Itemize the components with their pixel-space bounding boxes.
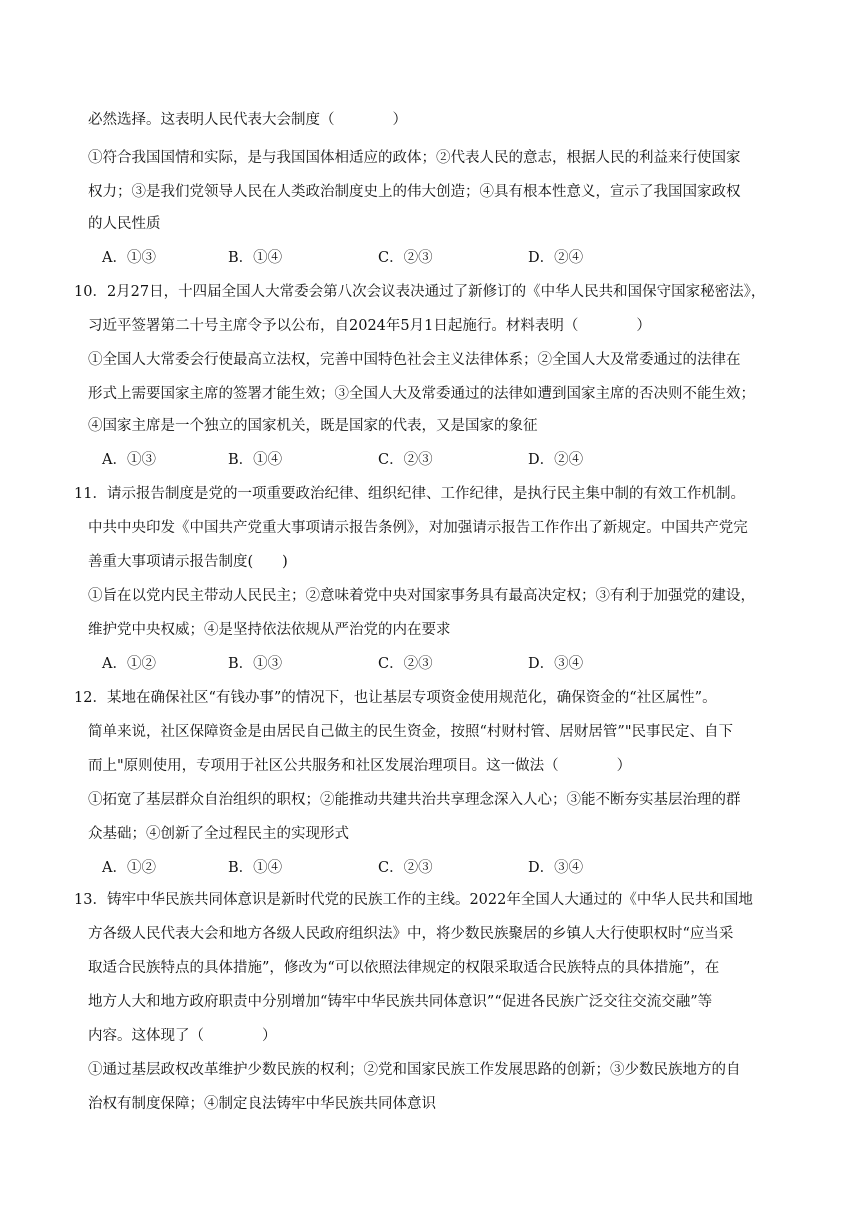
- statement-line: ①全国人大常委会行使最高立法权，完善中国特色社会主义法律体系；②全国人大及常委通过的法律在: [88, 352, 741, 368]
- option-c: C．②③: [378, 860, 433, 876]
- statement-line: 的人民性质: [88, 216, 161, 232]
- statement-line: ①旨在以党内民主带动人民民主；②意味着党中央对国家事务具有最高决定权；③有利于加强党的建设，: [88, 588, 755, 604]
- question-stem-line: 11．请示报告制度是党的一项重要政治纪律、组织纪律、工作纪律，是执行民主集中制的有效工作机制。: [74, 486, 745, 502]
- option-d: D．②④: [528, 250, 584, 266]
- option-d: D．③④: [528, 656, 584, 672]
- option-a: A．①③: [102, 250, 156, 266]
- statement-line: 权力；③是我们党领导人民在人类政治制度史上的伟大创造；④具有根本性意义，宣示了我国国家政权: [88, 184, 741, 200]
- question-stem-line: 而上"原则使用，专项用于社区公共服务和社区发展治理项目。这一做法（ ）: [88, 758, 632, 774]
- question-stem-line: 方各级人民代表大会和地方各级人民政府组织法》中，将少数民族聚居的乡镇人大行使职权时“应当采: [88, 926, 734, 942]
- statement-line: ①符合我国国情和实际，是与我国国体相适应的政体；②代表人民的意志，根据人民的利益来行使国家: [88, 150, 741, 166]
- question-stem-line: 简单来说，社区保障资金是由居民自己做主的民生资金，按照“村财村管、居财居管”"民事民定、自下: [88, 724, 733, 740]
- option-c: C．②③: [378, 656, 433, 672]
- option-d: D．②④: [528, 452, 584, 468]
- option-a: A．①②: [102, 656, 156, 672]
- question-stem-line: 取适合民族特点的具体措施”，修改为“可以依照法律规定的权限采取适合民族特点的具体措施”，在: [88, 960, 720, 976]
- option-b: B．①④: [228, 452, 283, 468]
- question-stem-line: 善重大事项请示报告制度( ): [88, 554, 288, 570]
- statement-line: ④国家主席是一个独立的国家机关，既是国家的代表，又是国家的象征: [88, 418, 538, 434]
- question-stem-line: 内容。这体现了（ ）: [88, 1028, 277, 1044]
- option-a: A．①③: [102, 452, 156, 468]
- option-b: B．①③: [228, 656, 283, 672]
- option-c: C．②③: [378, 250, 433, 266]
- question-stem-line: 必然选择。这表明人民代表大会制度（ ）: [88, 112, 407, 128]
- question-stem-line: 中共中央印发《中国共产党重大事项请示报告条例》，对加强请示报告工作作出了新规定。中国共产党完: [88, 520, 748, 536]
- statement-line: ①通过基层政权改革维护少数民族的权利；②党和国家民族工作发展思路的创新；③少数民族地方的自: [88, 1062, 741, 1078]
- statement-line: 形式上需要国家主席的签署才能生效；③全国人大及常委通过的法律如遭到国家主席的否决则不能生效；: [88, 386, 755, 402]
- question-stem-line: 13．铸牢中华民族共同体意识是新时代党的民族工作的主线。2022年全国人大通过的《中华人民共和国地: [74, 892, 753, 908]
- statement-line: 治权有制度保障；④制定良法铸牢中华民族共同体意识: [88, 1096, 436, 1112]
- question-stem-line: 习近平签署第二十号主席令予以公布，自2024年5月1日起施行。材料表明（ ）: [88, 318, 651, 334]
- statement-line: 众基础；④创新了全过程民主的实现形式: [88, 826, 349, 842]
- question-stem-line: 12．某地在确保社区“有钱办事”的情况下，也让基层专项资金使用规范化，确保资金的“社区属性”。: [74, 690, 717, 706]
- statement-line: ①拓宽了基层群众自治组织的职权；②能推动共建共治共享理念深入人心；③能不断夯实基层治理的群: [88, 792, 741, 808]
- option-c: C．②③: [378, 452, 433, 468]
- option-b: B．①④: [228, 860, 283, 876]
- option-b: B．①④: [228, 250, 283, 266]
- option-a: A．①②: [102, 860, 156, 876]
- option-d: D．③④: [528, 860, 584, 876]
- statement-line: 维护党中央权威；④是坚持依法依规从严治党的内在要求: [88, 622, 451, 638]
- question-stem-line: 地方人大和地方政府职责中分别增加“铸牢中华民族共同体意识”“促进各民族广泛交往交流交融”等: [88, 994, 713, 1010]
- question-stem-line: 10．2月27日，十四届全国人大常委会第八次会议表决通过了新修订的《中华人民共和国保守国家秘密法》，: [74, 284, 766, 300]
